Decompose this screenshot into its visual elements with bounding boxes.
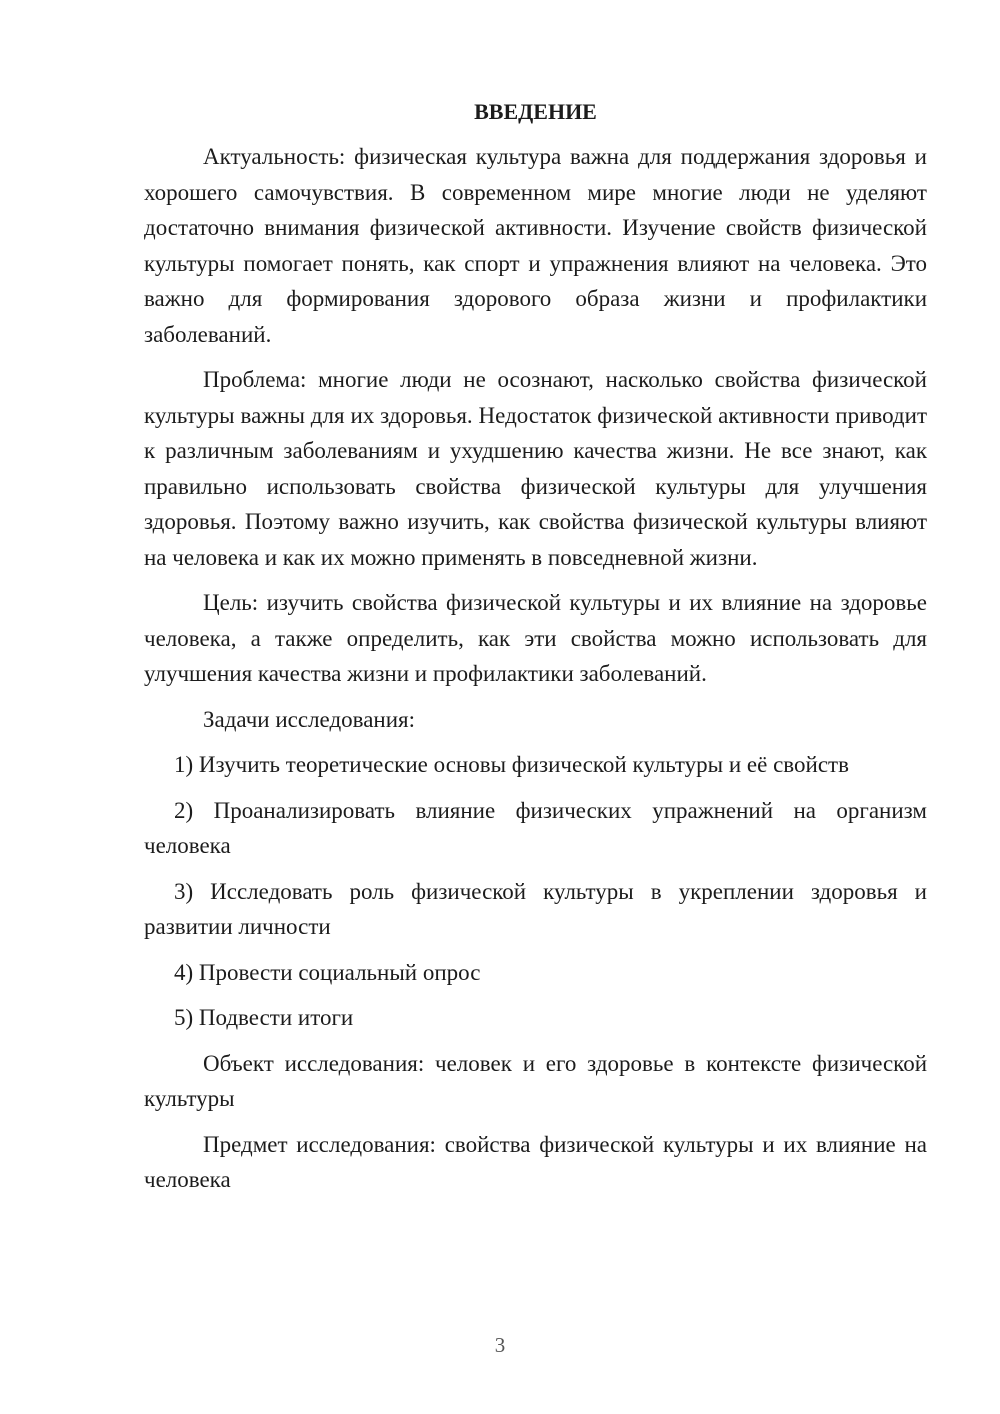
task-item-1: 1) Изучить теоретические основы физической культуры и её свойств <box>174 752 849 777</box>
paragraph-object: Объект исследования: человек и его здоровье в контексте физической культуры <box>144 1050 927 1111</box>
task-item-2: 2) Проанализировать влияние физических упражнений на организм человека <box>144 797 927 858</box>
paragraph-subject: Предмет исследования: свойства физической культуры и их влияние на человека <box>144 1131 927 1192</box>
paragraph-goal: Цель: изучить свойства физической культуры и их влияние на здоровье человека, а также определить, как эти свойства можно использовать для улучшения качества жизни и профилактики заболеваний. <box>144 590 927 686</box>
page-number: 3 <box>494 1333 506 1357</box>
paragraph-problem: Проблема: многие люди не осознают, насколько свойства физической культуры важны для их здоровья. Недостаток физической активности приводит к различным заболеваниям и ухудшению качества жизни. Не все знают, как правильно использовать свойства физической культуры для улучшения здоровья. Поэтому важно изучить, как свойства физической культуры влияют на человека и как их можно применять в повседневной жизни. <box>144 367 927 570</box>
paragraph-tasks-heading: Задачи исследования: <box>203 706 416 732</box>
paragraph-relevance: Актуальность: физическая культура важна для поддержания здоровья и хорошего самочувствия. В современном мире многие люди не уделяют достаточно внимания физической активности. Изучение свойств физической культуры помогает понять, как спорт и упражнения влияют на человека. Это важно для формирования здорового образа жизни и профилактики заболеваний. <box>144 144 927 347</box>
task-item-4: 4) Провести социальный опрос <box>174 959 481 985</box>
document-title: ВВЕДЕНИЕ <box>474 99 597 124</box>
document-page <box>144 94 927 1208</box>
task-item-3: 3) Исследовать роль физической культуры в укреплении здоровья и развитии личности <box>144 878 927 939</box>
task-item-5: 5) Подвести итоги <box>174 1005 354 1030</box>
